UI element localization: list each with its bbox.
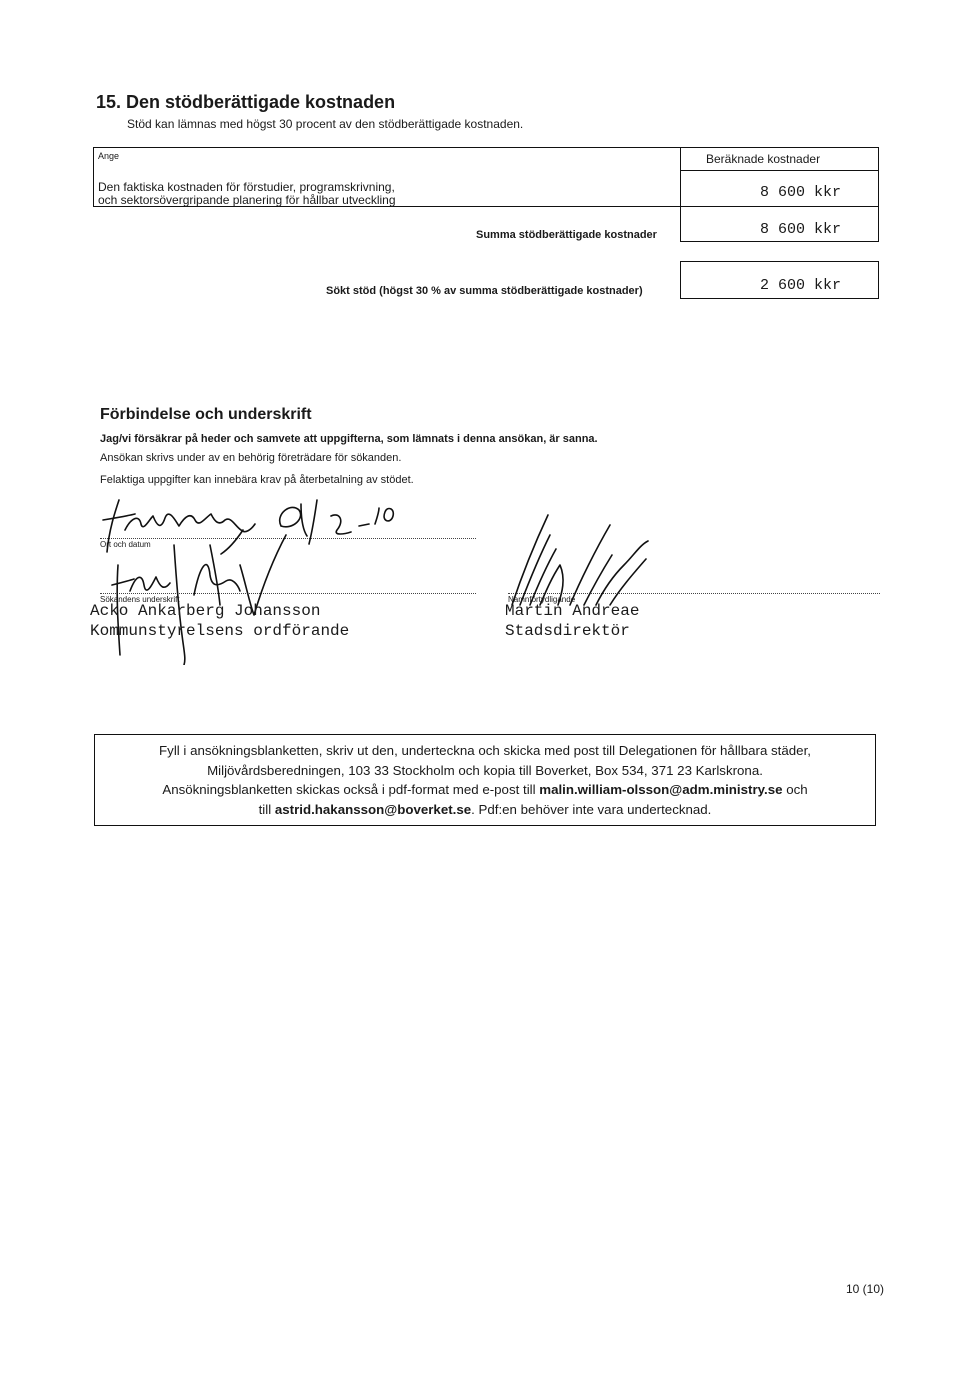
signature-section-title: Förbindelse och underskrift (100, 406, 312, 423)
instructions-line4-end: . Pdf:en behöver inte vara undertecknad. (471, 801, 712, 817)
section-title: 15. Den stödberättigade kostnaden (96, 92, 396, 112)
handwritten-date-text (236, 505, 239, 506)
sokt-label: Sökt stöd (högst 30 % av summa stödberättigade kostnader) (326, 285, 643, 297)
ort-datum-line (100, 538, 476, 539)
cost-value[interactable]: 8 600 kkr (760, 184, 842, 201)
instructions-line3-text: Ansökningsblanketten skickas också i pdf-format med e-post till (162, 782, 540, 797)
signer1-title: Kommunstyrelsens ordförande (90, 622, 350, 640)
email-link-1[interactable]: malin.william-olsson@adm.ministry.se (539, 782, 783, 797)
instructions-line4 (94, 800, 876, 820)
sokande-label: Sökandens underskrift (100, 595, 180, 604)
ange-label: Ange (98, 151, 120, 161)
signer1-name: Acko Ankarberg Johansson (90, 602, 321, 620)
handwritten-place-date (95, 490, 475, 560)
summa-label: Summa stödberättigade kostnader (476, 229, 657, 241)
sokt-value[interactable]: 2 600 kkr (760, 277, 842, 294)
summa-value[interactable]: 8 600 kkr (760, 221, 842, 238)
instructions-line3 (94, 780, 876, 800)
declaration-line3: Felaktiga uppgifter kan innebära krav på återbetalning av stödet. (100, 474, 414, 486)
instructions-line3-end: och (782, 782, 808, 797)
column-header: Beräknade kostnader (706, 152, 821, 166)
ort-datum-label: Ort och datum (100, 540, 151, 549)
instructions-line4-text: till (258, 801, 275, 817)
email-link-2[interactable]: astrid.hakansson@boverket.se (274, 801, 472, 817)
header-divider (680, 170, 879, 171)
instructions-text (94, 741, 876, 819)
namnfortydligande-line (508, 593, 880, 594)
sokande-signature-line (100, 593, 476, 594)
signer2-name: Martin Andreae (505, 602, 640, 620)
page-number: 10 (10) (846, 1282, 885, 1296)
namnfortydligande-label: Namnförtydligande (508, 595, 576, 604)
declaration-line2: Ansökan skrivs under av en behörig företrädare för sökanden. (100, 452, 402, 464)
section-subtitle: Stöd kan lämnas med högst 30 procent av den stödberättigade kostnaden. (127, 117, 524, 131)
value-column-divider (680, 147, 681, 207)
instructions-line1: Fyll i ansökningsblanketten, skriv ut den, underteckna och skicka med post till Delegationen för hållbara städer, (159, 743, 811, 758)
row-label-line1: Den faktiska kostnaden för förstudier, programskrivning, (98, 180, 395, 194)
instructions-line2: Miljövårdsberedningen, 103 33 Stockholm och kopia till Boverket, Box 534, 371 23 Karlskrona. (207, 762, 763, 778)
declaration-line1: Jag/vi försäkrar på heder och samvete att uppgifterna, som lämnats i denna ansökan, är sanna. (100, 433, 598, 445)
row-label-line2: och sektorsövergripande planering för hållbar utveckling (98, 193, 396, 207)
signer2-title: Stadsdirektör (505, 622, 630, 640)
